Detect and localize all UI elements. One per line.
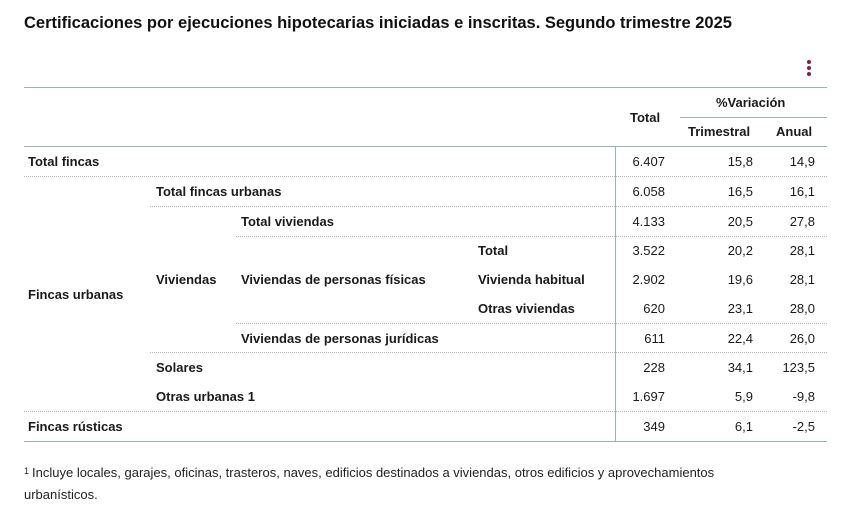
cell-total: 620	[643, 301, 665, 316]
label-total-viviendas: Total viviendas	[241, 214, 334, 229]
cell-anual: 14,9	[789, 154, 815, 169]
cell-anual: 123,5	[782, 360, 815, 375]
label-total-fincas-urbanas: Total fincas urbanas	[156, 184, 282, 199]
label-viviendas-personas-fisicas: Viviendas de personas físicas	[241, 272, 426, 287]
cell-total: 6.058	[632, 184, 665, 199]
cell-trimestral: 19,6	[727, 272, 753, 287]
cell-trimestral: 20,2	[727, 243, 753, 258]
cell-total: 1.697	[632, 389, 665, 404]
cell-total: 2.902	[632, 272, 665, 287]
label-total-fincas: Total fincas	[28, 154, 100, 169]
cell-trimestral: 23,1	[727, 301, 753, 316]
cell-anual: 28,1	[789, 243, 815, 258]
label-otras-urbanas: Otras urbanas 1	[156, 389, 255, 404]
cell-anual: 27,8	[789, 214, 815, 229]
cell-anual: 28,0	[789, 301, 815, 316]
row-divider	[24, 411, 827, 412]
cell-trimestral: 22,4	[727, 331, 753, 346]
header-bottom-border	[24, 146, 827, 147]
cell-anual: 16,1	[789, 184, 815, 199]
label-viviendas: Viviendas	[156, 272, 217, 287]
cell-total: 611	[644, 331, 665, 346]
footnote-text: Incluye locales, garajes, oficinas, trasteros, naves, edificios destinados a viviendas, otros edificios y aprovechamientos urbanísticos.	[24, 465, 715, 502]
cell-total: 3.522	[632, 243, 665, 258]
cell-trimestral: 16,5	[727, 184, 753, 199]
cell-total: 4.133	[632, 214, 665, 229]
row-divider	[236, 236, 827, 237]
kebab-menu-icon[interactable]	[804, 60, 814, 80]
cell-anual: 28,1	[789, 272, 815, 287]
variacion-underline	[680, 117, 827, 118]
row-divider	[24, 176, 827, 177]
cell-trimestral: 20,5	[727, 214, 753, 229]
cell-anual: -2,5	[792, 419, 815, 434]
cell-trimestral: 15,8	[727, 154, 753, 169]
label-fincas-rusticas: Fincas rústicas	[28, 419, 123, 434]
table-top-border	[24, 87, 827, 88]
footnote-marker: 1	[24, 466, 30, 476]
cell-trimestral: 6,1	[734, 419, 753, 434]
label-viviendas-personas-juridicas: Viviendas de personas jurídicas	[241, 331, 439, 346]
row-divider	[150, 352, 827, 353]
header-variacion: %Variación	[716, 95, 786, 110]
row-divider	[150, 206, 827, 207]
cell-total: 6.407	[632, 154, 665, 169]
cell-anual: 26,0	[789, 331, 815, 346]
header-trimestral: Trimestral	[688, 124, 751, 139]
label-fincas-urbanas: Fincas urbanas	[28, 287, 124, 302]
cell-total: 349	[643, 419, 665, 434]
table-bottom-border	[24, 441, 827, 442]
label-total: Total	[478, 243, 509, 258]
header-anual: Anual	[776, 124, 813, 139]
cell-total: 228	[643, 360, 665, 375]
page-title: Certificaciones por ejecuciones hipotecarias iniciadas e inscritas. Segundo trimestre 2025	[24, 14, 732, 32]
footnote	[24, 462, 784, 506]
cell-trimestral: 34,1	[727, 360, 753, 375]
label-vivienda-habitual: Vivienda habitual	[478, 272, 585, 287]
cell-trimestral: 5,9	[734, 389, 753, 404]
header-total: Total	[630, 110, 661, 125]
row-divider	[236, 323, 827, 324]
label-otras-viviendas: Otras viviendas	[478, 301, 575, 316]
label-solares: Solares	[156, 360, 203, 375]
cell-anual: -9,8	[792, 389, 815, 404]
